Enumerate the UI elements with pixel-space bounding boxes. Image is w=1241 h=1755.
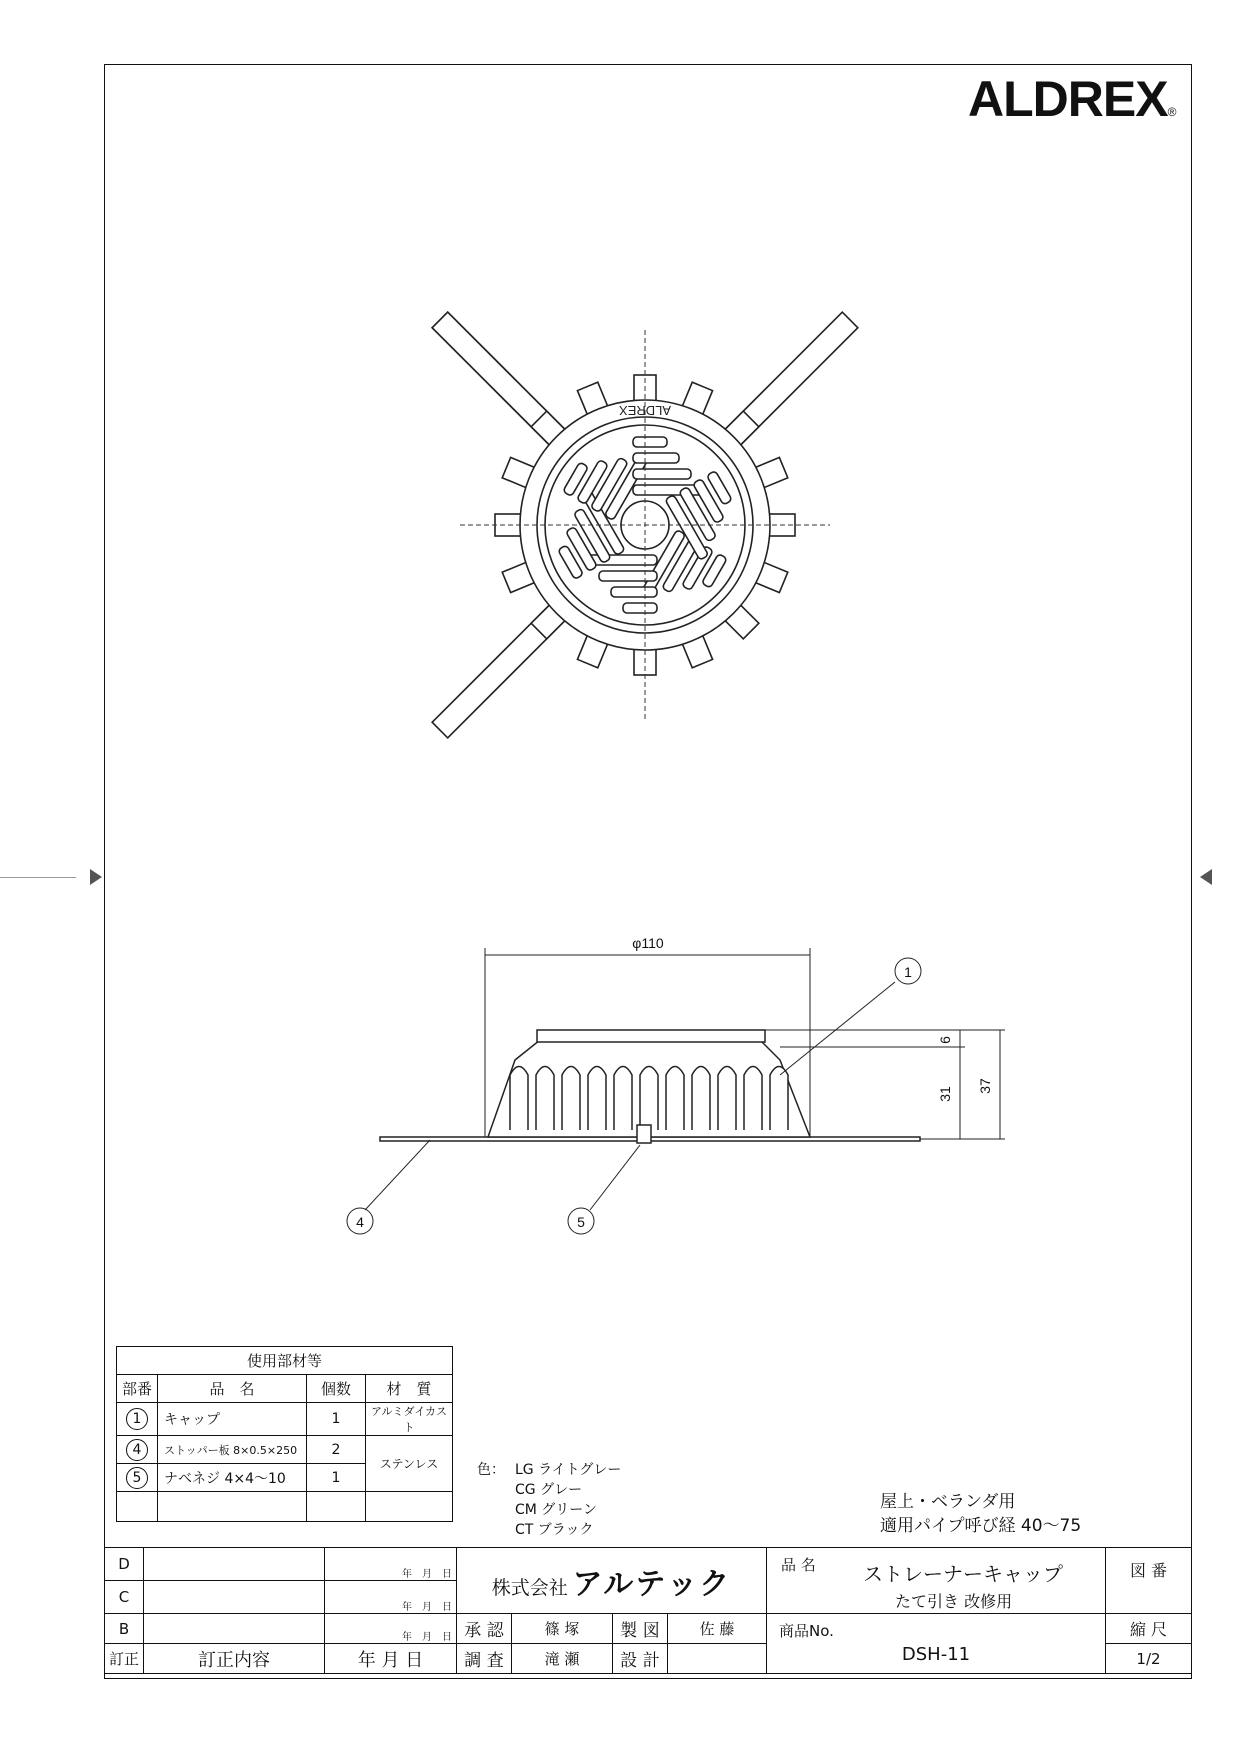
design-name <box>668 1644 767 1674</box>
cap-rib <box>744 1067 762 1131</box>
header-part-no: 部番 <box>117 1375 158 1403</box>
header-material: 材 質 <box>366 1375 453 1403</box>
draw-name: 佐 藤 <box>668 1614 767 1644</box>
check-name: 滝 瀬 <box>512 1644 613 1674</box>
product-name: ストレーナーキャップ <box>863 1562 1063 1586</box>
draw-label: 製 図 <box>613 1614 668 1644</box>
dim-diameter-label: φ110 <box>632 935 664 951</box>
scale-value: 1/2 <box>1106 1644 1192 1674</box>
cap-rib <box>588 1067 606 1131</box>
rev-content-c <box>144 1581 325 1614</box>
product-no-cell <box>767 1614 1106 1674</box>
rev-content-b <box>144 1614 325 1644</box>
cap-rib <box>614 1067 632 1131</box>
cap-rib <box>640 1067 658 1131</box>
scale-label: 縮 尺 <box>1106 1614 1192 1644</box>
colors-note <box>477 1460 621 1540</box>
row2-no: 4 <box>117 1436 158 1464</box>
row1-material: アルミダイカスト <box>366 1403 453 1436</box>
cap-rib <box>510 1067 528 1131</box>
rev-content-d <box>144 1548 325 1581</box>
row2-qty: 2 <box>307 1436 366 1464</box>
registered-mark: ® <box>1167 105 1176 119</box>
color-item: CT ブラック <box>515 1522 594 1538</box>
rev-header-mark: 訂正 <box>105 1644 144 1674</box>
leader-5 <box>590 1145 640 1210</box>
row1-qty: 1 <box>307 1403 366 1436</box>
row1-no: 1 <box>117 1403 158 1436</box>
drawing-no-label: 図 番 <box>1106 1548 1192 1614</box>
color-item: CG グレー <box>515 1482 583 1498</box>
approve-label: 承 認 <box>457 1614 512 1644</box>
cap-rib <box>718 1067 736 1131</box>
company-cell <box>457 1548 767 1614</box>
rev-date-c: 年 月 日 <box>325 1581 457 1614</box>
company-prefix: 株式会社 <box>491 1576 568 1599</box>
rev-date-d: 年 月 日 <box>325 1548 457 1581</box>
screw-head <box>637 1125 651 1143</box>
row2-material: ステンレス <box>366 1436 453 1492</box>
leader-1 <box>780 982 895 1075</box>
dim-37-label: 37 <box>977 1078 993 1094</box>
callout-5-label: 5 <box>577 1214 585 1230</box>
cap-rib <box>770 1067 788 1131</box>
approve-name: 篠 塚 <box>512 1614 613 1644</box>
parts-table-title: 使用部材等 <box>117 1347 453 1375</box>
row3-name: ナベネジ 4×4〜10 <box>158 1464 307 1492</box>
rev-mark-c: C <box>105 1581 144 1614</box>
cap-rib <box>536 1067 554 1131</box>
company-name: アルテック <box>572 1566 732 1602</box>
product-sub: たて引き 改修用 <box>895 1592 1013 1611</box>
dim-31-label: 31 <box>937 1086 953 1102</box>
product-name-label: 品 名 <box>781 1556 816 1574</box>
parts-table <box>116 1346 453 1522</box>
dim-6-label: 6 <box>937 1036 953 1044</box>
cap-top-rim <box>537 1030 765 1042</box>
cap-rib <box>562 1067 580 1131</box>
row3-no: 5 <box>117 1464 158 1492</box>
cap-emboss-text: ALDREX <box>618 403 672 418</box>
colors-label: 色： <box>477 1462 505 1478</box>
row1-name: キャップ <box>158 1403 307 1436</box>
product-no: DSH-11 <box>901 1644 971 1665</box>
color-item: LG ライトグレー <box>515 1462 622 1478</box>
cap-ribs <box>510 1067 788 1131</box>
usage-line-1: 屋上・ベランダ用 <box>880 1492 1016 1512</box>
rev-header-date: 年 月 日 <box>325 1644 457 1674</box>
row2-name: ストッパー板 8×0.5×250 <box>158 1436 307 1464</box>
rev-mark-d: D <box>105 1548 144 1581</box>
cap-rib <box>666 1067 684 1131</box>
check-label: 調 査 <box>457 1644 512 1674</box>
usage-note <box>880 1490 1081 1538</box>
brand-logo-text: ALDREX <box>968 71 1168 127</box>
header-qty: 個数 <box>307 1375 366 1403</box>
product-name-cell <box>767 1548 1106 1614</box>
row3-qty: 1 <box>307 1464 366 1492</box>
leader-4 <box>365 1140 430 1210</box>
product-no-label: 商品No. <box>779 1622 834 1640</box>
callout-1-label: 1 <box>904 964 912 980</box>
rev-header-content: 訂正内容 <box>144 1644 325 1674</box>
rev-mark-b: B <box>105 1614 144 1644</box>
rev-date-b: 年 月 日 <box>325 1614 457 1644</box>
header-name: 品 名 <box>158 1375 307 1403</box>
design-label: 設 計 <box>613 1644 668 1674</box>
color-item: CM グリーン <box>515 1502 598 1518</box>
usage-line-2: 適用パイプ呼び経 40〜75 <box>880 1516 1082 1536</box>
callout-4-label: 4 <box>356 1214 364 1230</box>
cap-rib <box>692 1067 710 1131</box>
title-block <box>104 1547 1192 1674</box>
